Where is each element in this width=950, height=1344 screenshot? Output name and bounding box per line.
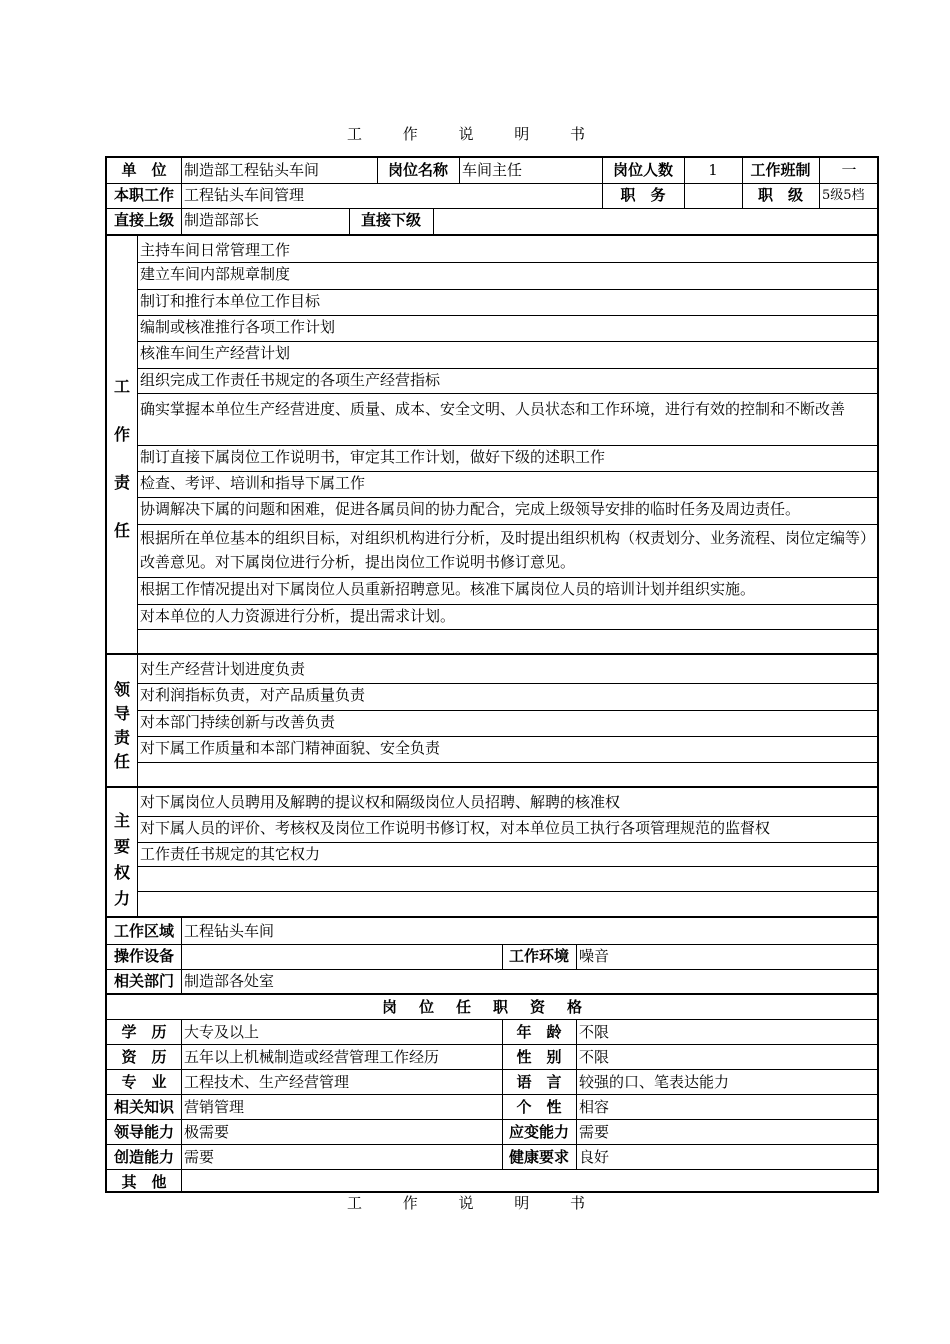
authority-label-char: 权 [113,863,130,882]
headcount-value: 1 [708,161,718,179]
document-title: 工 作 说 明 书 [346,125,604,143]
qual-value-2: 不限 [579,1048,610,1066]
qual-label-2: 个 性 [516,1098,562,1116]
leadership-label-char: 任 [113,752,130,771]
qual-value-2: 需要 [579,1123,610,1141]
related-dept-label: 相关部门 [113,972,174,990]
responsibility-item: 核准车间生产经营计划 [138,342,877,369]
grade-label: 职 级 [757,186,803,204]
qual-label-2: 应变能力 [508,1123,569,1141]
authority-item: 对下属人员的评价、考核权及岗位工作说明书修订权，对本单位员工执行各项管理规范的监督权 [138,817,877,843]
qual-label-1: 创造能力 [113,1148,174,1166]
leadership-item [138,763,877,785]
leadership-label-char: 领 [113,680,130,699]
authority-label-char: 力 [113,889,130,908]
work-environment-label: 工作环境 [508,947,569,965]
responsibility-item: 建立车间内部规章制度 [138,263,877,290]
superior-value: 制造部部长 [184,211,260,229]
qual-value-2: 不限 [579,1023,610,1041]
qual-value-1: 极需要 [184,1123,230,1141]
unit-label: 单 位 [121,161,167,179]
qual-label-1: 领导能力 [113,1123,174,1141]
responsibilities-label-char: 作 [113,425,130,444]
responsibilities-label-char: 任 [113,521,130,540]
qual-label-1: 专 业 [121,1073,167,1091]
authority-label [107,808,137,912]
leadership-item: 对下属工作质量和本部门精神面貌、安全负责 [138,737,877,763]
qual-label-1: 相关知识 [113,1098,174,1116]
leadership-label [107,678,137,774]
responsibility-item: 制订和推行本单位工作目标 [138,290,877,316]
equipment-value [181,945,502,969]
authority-item [138,892,877,915]
responsibility-item: 根据工作情况提出对下属岗位人员重新招聘意见。核准下属岗位人员的培训计划并组织实施。 [138,578,877,605]
leadership-item: 对生产经营计划进度负责 [138,658,877,684]
qual-label-1: 资 历 [121,1048,167,1066]
qual-value-1: 营销管理 [184,1098,245,1116]
footer-title: 工 作 说 明 书 [346,1194,604,1212]
responsibility-item: 编制或核准推行各项工作计划 [138,316,877,342]
shift-value: 一 [841,161,857,179]
related-dept-value: 制造部各处室 [184,972,275,990]
superior-label: 直接上级 [113,211,174,229]
responsibility-item: 制订直接下属岗位工作说明书，审定其工作计划，做好下级的述职工作 [138,446,877,472]
work-area-label: 工作区域 [113,922,174,940]
leadership-item: 对本部门持续创新与改善负责 [138,711,877,737]
responsibility-item [138,630,877,652]
responsibility-item: 协调解决下属的问题和困难，促进各属员间的协力配合，完成上级领导安排的临时任务及周边责任。 [138,498,877,525]
qual-label-2: 健康要求 [508,1148,569,1166]
leadership-label-char: 责 [113,728,130,747]
qual-value-2: 相容 [579,1098,610,1116]
authority-item: 工作责任书规定的其它权力 [138,843,877,867]
responsibilities-label-char: 责 [113,473,130,492]
qual-label-1: 学 历 [121,1023,167,1041]
qual-value-1: 工程技术、生产经营管理 [184,1073,350,1091]
authority-label-char: 要 [113,837,130,856]
job-label: 本职工作 [113,186,174,204]
leadership-item: 对利润指标负责，对产品质量负责 [138,684,877,711]
responsibility-item: 主持车间日常管理工作 [138,239,877,263]
qual-value-1: 需要 [184,1148,215,1166]
qual-value-1: 大专及以上 [184,1023,260,1041]
authority-label-char: 主 [113,811,130,830]
work-area-value: 工程钻头车间 [184,922,275,940]
job-value: 工程钻头车间管理 [184,186,305,204]
work-environment-value: 噪音 [579,947,610,965]
qual-label-2: 性 别 [516,1048,562,1066]
shift-label: 工作班制 [750,161,811,179]
equipment-label: 操作设备 [113,947,174,965]
grade-value: 5级5档 [822,188,865,203]
responsibilities-label-char: 工 [113,377,130,396]
responsibilities-label [107,363,137,555]
other-label: 其 他 [121,1173,167,1191]
duty-label: 职 务 [620,186,666,204]
responsibility-item: 根据所在单位基本的组织目标，对组织机构进行分析，及时提出组织机构（权责划分、业务流程、岗位定编等）改善意见。对下属岗位进行分析，提出岗位工作说明书修订意见。 [138,525,877,578]
subordinate-value [433,209,879,234]
responsibility-item: 对本单位的人力资源进行分析，提出需求计划。 [138,605,877,630]
responsibility-item: 检查、考评、培训和指导下属工作 [138,472,877,498]
other-value [181,1171,879,1193]
headcount-label: 岗位人数 [612,161,673,179]
leadership-label-char: 导 [113,704,130,723]
unit-value: 制造部工程钻头车间 [184,161,320,179]
duty-value [684,184,742,208]
qual-label-2: 年 龄 [516,1023,562,1041]
authority-item [138,867,877,892]
position-name-value: 车间主任 [462,161,523,179]
qual-label-2: 语 言 [516,1073,562,1091]
job-description-form [105,156,879,1193]
authority-item: 对下属岗位人员聘用及解聘的提议权和隔级岗位人员招聘、解聘的核准权 [138,791,877,817]
subordinate-label: 直接下级 [360,211,421,229]
qual-value-2: 良好 [579,1148,610,1166]
qualifications-heading: 岗位任职资格 [381,998,604,1016]
position-name-label: 岗位名称 [387,161,448,179]
qual-value-1: 五年以上机械制造或经营管理工作经历 [184,1048,440,1066]
responsibility-item: 组织完成工作责任书规定的各项生产经营指标 [138,369,877,394]
responsibility-item: 确实掌握本单位生产经营进度、质量、成本、安全文明、人员状态和工作环境，进行有效的控制和不断改善 [138,394,877,446]
qual-value-2: 较强的口、笔表达能力 [579,1073,730,1091]
